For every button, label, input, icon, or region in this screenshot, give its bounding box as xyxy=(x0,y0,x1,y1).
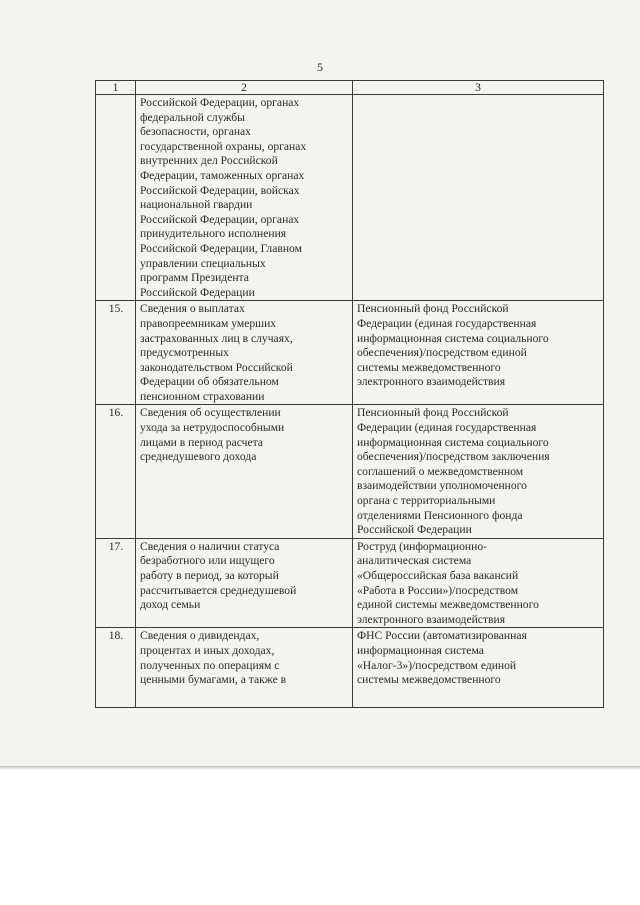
table-row-16 xyxy=(96,405,604,538)
row-info: Сведения о выплатах правопреемникам умерших застрахованных лиц в случаях, предусмотренных законодательством Российской Федерации об обязательном пенсионном страховании xyxy=(136,301,353,405)
row-source: Роструд (информационно- аналитическая система «Общероссийская база вакансий «Работа в России»)/посредством единой системы межведомственного электронного взаимодействия xyxy=(353,538,604,628)
column-header-2: 2 xyxy=(136,81,353,95)
table-row-15 xyxy=(96,301,604,405)
page-bottom-shadow xyxy=(0,766,640,770)
row-info: Сведения о дивидендах, процентах и иных доходах, полученных по операциям с ценными бумагами, а также в xyxy=(136,628,353,708)
column-header-3: 3 xyxy=(353,81,604,95)
table-row-continuation xyxy=(96,95,604,301)
row-source: Пенсионный фонд Российской Федерации (единая государственная информационная система социального обеспечения)/посредством единой системы межведомственного электронного взаимодействия xyxy=(353,301,604,405)
row-source: ФНС России (автоматизированная информационная система «Налог-3»)/посредством единой системы межведомственного xyxy=(353,628,604,708)
column-header-1: 1 xyxy=(96,81,136,95)
row-info: Сведения о наличии статуса безработного или ищущего работу в период, за который рассчитывается среднедушевой доход семьи xyxy=(136,538,353,628)
page-number: 5 xyxy=(317,60,323,74)
row-source xyxy=(353,95,604,301)
table-row-18 xyxy=(96,628,604,708)
row-number: 15. xyxy=(96,301,136,405)
data-sources-table xyxy=(95,80,604,708)
table-header-row xyxy=(96,81,604,95)
row-number: 18. xyxy=(96,628,136,708)
row-info: Российской Федерации, органах федеральной службы безопасности, органах государственной охраны, органах внутренних дел Российской Федерации, таможенных органах Российской Федерации, войсках национальной гвардии Российской Федерации, органах принудительного исполнения Российской Федерации, Главном управлении специальных программ Президента Российской Федерации xyxy=(136,95,353,301)
table-row-17 xyxy=(96,538,604,628)
row-info: Сведения об осуществлении ухода за нетрудоспособными лицами в период расчета среднедушевого дохода xyxy=(136,405,353,538)
row-number xyxy=(96,95,136,301)
row-source: Пенсионный фонд Российской Федерации (единая государственная информационная система социального обеспечения)/посредством заключения соглашений о межведомственном взаимодействии уполномоченного органа с территориальными отделениями Пенсионного фонда Российской Федерации xyxy=(353,405,604,538)
row-number: 16. xyxy=(96,405,136,538)
row-number: 17. xyxy=(96,538,136,628)
